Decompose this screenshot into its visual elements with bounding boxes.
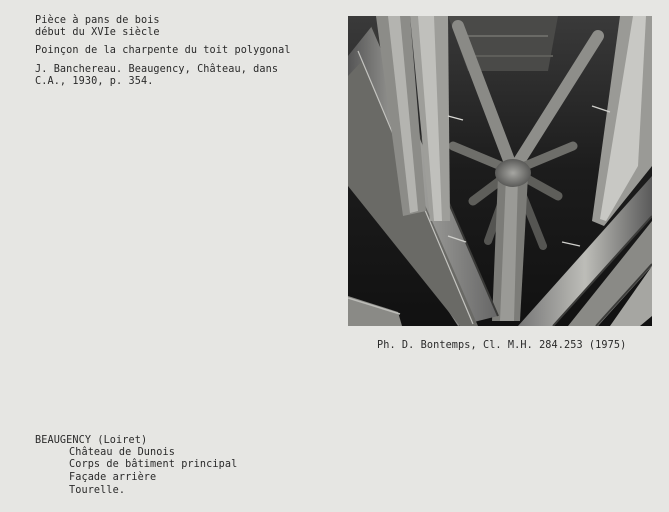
timber-roof-photo: [348, 16, 652, 326]
reference-line-2: C.A., 1930, p. 354.: [35, 76, 154, 87]
location-town: BEAUGENCY (Loiret): [35, 435, 148, 446]
location-item: Château de Dunois: [69, 447, 175, 458]
description-line-1: Pièce à pans de bois: [35, 15, 160, 26]
photo-caption: Ph. D. Bontemps, Cl. M.H. 284.253 (1975): [377, 340, 627, 351]
description-line-2: début du XVIe siècle: [35, 27, 160, 38]
location-item: Façade arrière: [69, 472, 157, 483]
reference-line-1: J. Banchereau. Beaugency, Château, dans: [35, 64, 279, 75]
description-line-3: Poinçon de la charpente du toit polygonal: [35, 45, 291, 56]
location-item: Tourelle.: [69, 485, 126, 496]
location-item: Corps de bâtiment principal: [69, 459, 238, 470]
